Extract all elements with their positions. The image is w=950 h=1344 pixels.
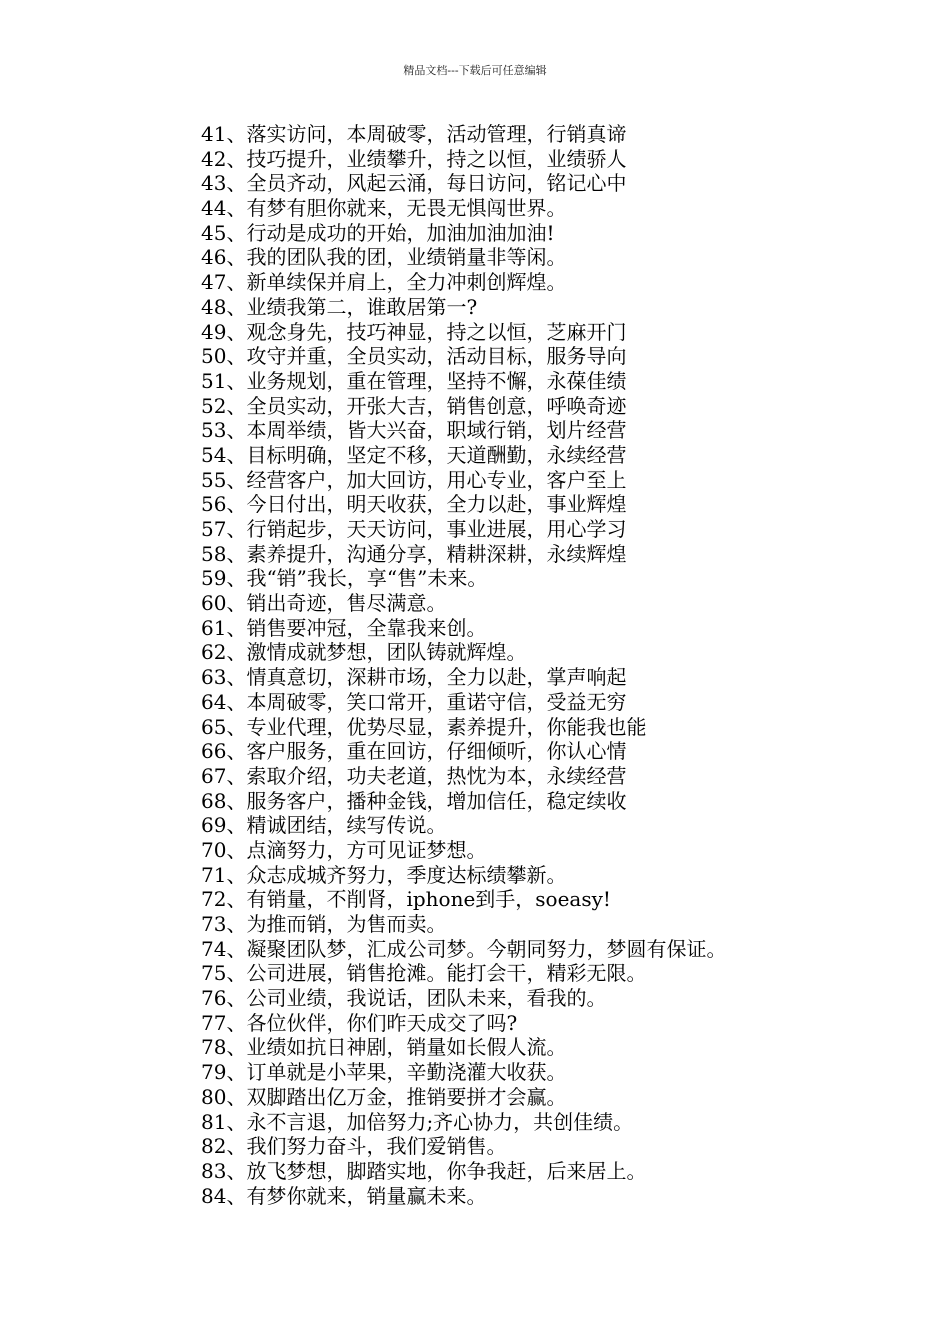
- slogan-line: 45、行动是成功的开始，加油加油加油!: [201, 220, 555, 245]
- slogan-line: 72、有销量，不削肾，iphone到手，soeasy!: [201, 887, 611, 912]
- slogan-line: 52、全员实动，开张大吉，销售创意，呼唤奇迹: [201, 393, 627, 418]
- slogan-line: 47、新单续保并肩上，全力冲刺创辉煌。: [201, 270, 567, 295]
- slogan-line: 81、永不言退，加倍努力;齐心协力，共创佳绩。: [201, 1109, 634, 1134]
- slogan-line: 53、本周举绩，皆大兴奋，职域行销，划片经营: [201, 418, 627, 443]
- slogan-line: 73、为推而销，为售而卖。: [201, 912, 447, 936]
- slogan-line: 59、我“销”我长，享“售”未来。: [201, 566, 488, 591]
- slogan-line: 78、业绩如抗日神剧，销量如长假人流。: [201, 1035, 567, 1060]
- slogan-line: 42、技巧提升，业绩攀升，持之以恒，业绩骄人: [201, 146, 627, 171]
- slogan-line: 71、众志成城齐努力，季度达标绩攀新。: [201, 862, 567, 887]
- slogan-line: 64、本周破零，笑口常开，重诺守信，受益无穷: [201, 689, 627, 714]
- slogan-line: 55、经营客户，加大回访，用心专业，客户至上: [201, 467, 627, 492]
- slogan-line: 41、落实访问，本周破零，活动管理，行销真谛: [201, 122, 627, 146]
- slogan-line: 68、服务客户，播种金钱，增加信任，稳定续收: [201, 788, 627, 813]
- slogan-line: 61、销售要冲冠，全靠我来创。: [201, 615, 487, 640]
- slogan-line: 49、观念身先，技巧神显，持之以恒，芝麻开门: [201, 319, 627, 344]
- slogan-line: 82、我们努力奋斗，我们爱销售。: [201, 1134, 507, 1159]
- slogan-line: 63、情真意切，深耕市场，全力以赴，掌声响起: [201, 665, 627, 690]
- slogan-line: 66、客户服务，重在回访，仔细倾听，你认心情: [201, 739, 627, 764]
- slogan-line: 46、我的团队我的团，业绩销量非等闲。: [201, 245, 567, 270]
- slogan-line: 48、业绩我第二，谁敢居第一?: [201, 294, 478, 319]
- slogan-line: 44、有梦有胆你就来，无畏无惧闯世界。: [201, 196, 567, 221]
- slogan-line: 57、行销起步，天天访问，事业进展，用心学习: [201, 517, 627, 541]
- slogan-line: 67、索取介绍，功夫老道，热忱为本，永续经营: [201, 763, 627, 788]
- slogan-line: 54、目标明确，坚定不移，天道酬勤，永续经营: [201, 442, 627, 467]
- slogan-line: 69、精诚团结，续写传说。: [201, 813, 447, 838]
- slogan-line: 65、专业代理，优势尽显，素养提升，你能我也能: [201, 714, 647, 739]
- slogan-line: 62、激情成就梦想，团队铸就辉煌。: [201, 640, 527, 665]
- slogan-line: 58、素养提升，沟通分享，精耕深耕，永续辉煌: [201, 541, 627, 566]
- slogan-line: 60、销出奇迹，售尽满意。: [201, 591, 447, 616]
- slogan-line: 84、有梦你就来，销量赢未来。: [201, 1183, 487, 1208]
- slogan-line: 50、攻守并重，全员实动，活动目标，服务导向: [201, 344, 627, 369]
- page-header: 精品文档---下载后可任意编辑: [403, 64, 547, 77]
- slogan-line: 51、业务规划，重在管理，坚持不懈，永葆佳绩: [201, 368, 627, 393]
- slogan-line: 75、公司进展，销售抢滩。能打会干，精彩无限。: [201, 961, 647, 986]
- slogan-line: 80、双脚踏出亿万金，推销要拼才会赢。: [201, 1084, 567, 1109]
- slogan-line: 77、各位伙伴，你们昨天成交了吗?: [201, 1010, 518, 1035]
- slogan-line: 43、全员齐动，风起云涌，每日访问，铭记心中: [201, 171, 627, 196]
- slogan-line: 83、放飞梦想，脚踏实地，你争我赶，后来居上。: [201, 1158, 647, 1183]
- slogan-line: 79、订单就是小苹果，辛勤浇灌大收获。: [201, 1060, 567, 1085]
- slogan-line: 56、今日付出，明天收获，全力以赴，事业辉煌: [201, 492, 627, 517]
- slogan-list: [201, 122, 901, 1208]
- slogan-line: 76、公司业绩，我说话，团队未来，看我的。: [201, 986, 607, 1011]
- slogan-line: 74、凝聚团队梦，汇成公司梦。今朝同努力，梦圆有保证。: [201, 936, 727, 961]
- slogan-line: 70、点滴努力，方可见证梦想。: [201, 837, 487, 862]
